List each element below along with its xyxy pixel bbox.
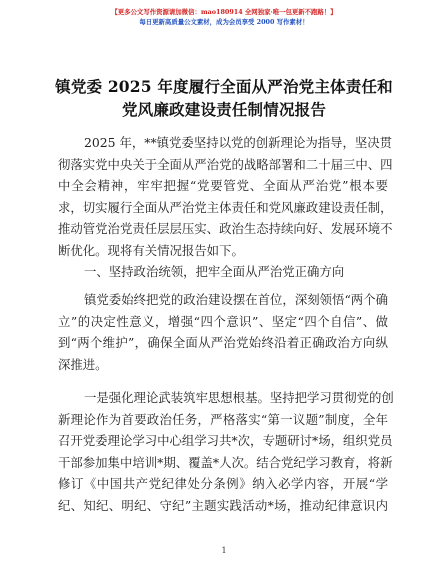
paragraph-intro <box>58 132 393 262</box>
paragraph-line: 立”的决定性意义，增强“四个意识”、坚定“四个自信”、做 <box>58 313 388 329</box>
paragraph-line: 召开党委理论学习中心组学习共*次，专题研讨*场，组织党员 <box>58 433 393 449</box>
promo-banner-line-1: 【更多公文写作资源请加微信：mao180914 全网独家·唯一包更新不跑路！】 <box>111 8 337 16</box>
paragraph-line: 修订《中国共产党纪律处分条例》纳入必学内容，开展“学 <box>58 476 388 492</box>
page-number: 1 <box>221 546 227 555</box>
section-heading-text: 一、坚持政治统领，把牢全面从严治党正确方向 <box>84 264 345 279</box>
paragraph-line: 推动管党治党责任层层压实、政治生态持续向好、发展环境不 <box>58 221 393 237</box>
paragraph-line: 干部参加集中培训*期、覆盖*人次。结合党纪学习教育，将新 <box>58 454 393 470</box>
paragraph-line: 彻落实党中央关于全面从严治党的战略部署和二十届三中、四 <box>58 156 393 172</box>
paragraph-line: 中全会精神，牢牢把握“党要管党、全面从严治党”根本要 <box>58 178 388 194</box>
document-title-line-1: 镇党委 2025 年度履行全面从严治党主体责任和 <box>55 77 393 96</box>
paragraph-line: 纪、知纪、明纪、守纪”主题实践活动*场，推动纪律意识内 <box>58 497 388 513</box>
paragraph-line: 一是强化理论武装筑牢思想根基。坚持把学习贯彻党的创 <box>84 390 394 405</box>
paragraph-political <box>58 289 388 375</box>
paragraph-line: 深推进。 <box>58 356 108 372</box>
promo-banner-line-2: 每日更新高质量公文素材，成为会员享受 2000 写作素材！ <box>139 18 309 26</box>
paragraph-line: 求，切实履行全面从严治党主体责任和党风廉政建设责任制， <box>58 199 393 215</box>
paragraph-line: 新理论作为首要政治任务，严格落实“第一议题”制度，全年 <box>58 411 388 427</box>
section-heading-1 <box>58 261 388 283</box>
paragraph-line: 到“两个维护”，确保全面从严治党始终沿着正确政治方向纵 <box>58 335 388 351</box>
paragraph-line: 2025 年，**镇党委坚持以党的创新理论为指导，坚决贯 <box>84 135 393 150</box>
paragraph-theory <box>58 387 394 517</box>
paragraph-line: 断优化。现将有关情况报告如下。 <box>58 242 244 258</box>
document-title-line-2: 党风廉政建设责任制情况报告 <box>121 100 327 119</box>
paragraph-line: 镇党委始终把党的政治建设摆在首位，深刻领悟“两个确 <box>84 292 388 307</box>
